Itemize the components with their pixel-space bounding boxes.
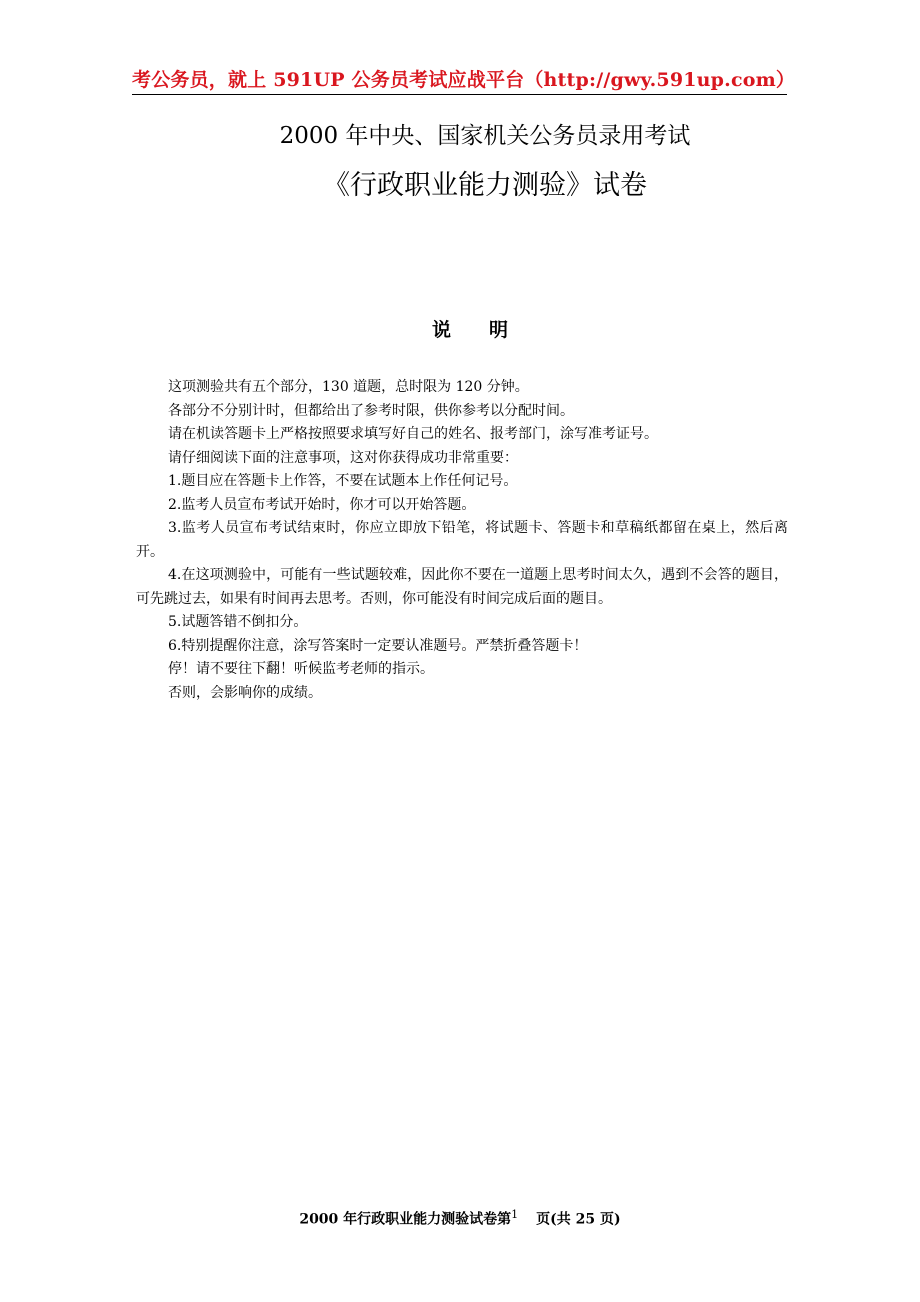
instructions-heading: 说明 [431, 319, 546, 341]
site-banner: 考公务员，就上 591UP 公务员考试应战平台（http://gwy.591up.com） [132, 66, 787, 95]
instruction-item-2: 2.监考人员宣布考试开始时，你才可以开始答题。 [168, 496, 476, 513]
footer-suffix: 页(共 25 页) [536, 1211, 621, 1228]
instruction-item-1: 1.题目应在答题卡上作答，不要在试题本上作任何记号。 [168, 473, 518, 489]
instructions-body [136, 376, 788, 705]
instruction-item-6: 6.特别提醒你注意，涂写答案时一定要认准题号。严禁折叠答题卡！ [168, 637, 588, 654]
instruction-paragraph: 这项测验共有五个部分，130 道题，总时限为 120 分钟。 [168, 379, 529, 395]
page-footer [0, 1204, 920, 1231]
exam-title: 2000 年中央、国家机关公务员录用考试 [279, 123, 691, 149]
exam-subtitle: 《行政职业能力测验》试卷 [323, 170, 647, 201]
instruction-paragraph: 请仔细阅读下面的注意事项，这对你获得成功非常重要： [168, 449, 518, 466]
instruction-item-4: 4.在这项测验中，可能有一些试题较难，因此你不要在一道题上思考时间太久，遇到不会答的题目，可先跳过去，如果有时间再去思考。否则，你可能没有时间完成后面的题目。 [136, 567, 788, 607]
instruction-paragraph: 各部分不分别计时，但都给出了参考时限，供你参考以分配时间。 [168, 402, 574, 419]
stop-notice: 停！请不要往下翻！听候监考老师的指示。 [168, 661, 434, 677]
footer-prefix: 2000 年行政职业能力测验试卷第 [299, 1211, 512, 1228]
warning-notice: 否则，会影响你的成绩。 [168, 684, 322, 701]
page-number: 1 [511, 1208, 519, 1221]
instruction-item-5: 5.试题答错不倒扣分。 [168, 614, 308, 630]
instruction-paragraph: 请在机读答题卡上严格按照要求填写好自己的姓名、报考部门，涂写准考证号。 [168, 426, 658, 442]
instruction-item-3: 3.监考人员宣布考试结束时，你应立即放下铅笔，将试题卡、答题卡和草稿纸都留在桌上，然后离开。 [136, 520, 788, 560]
